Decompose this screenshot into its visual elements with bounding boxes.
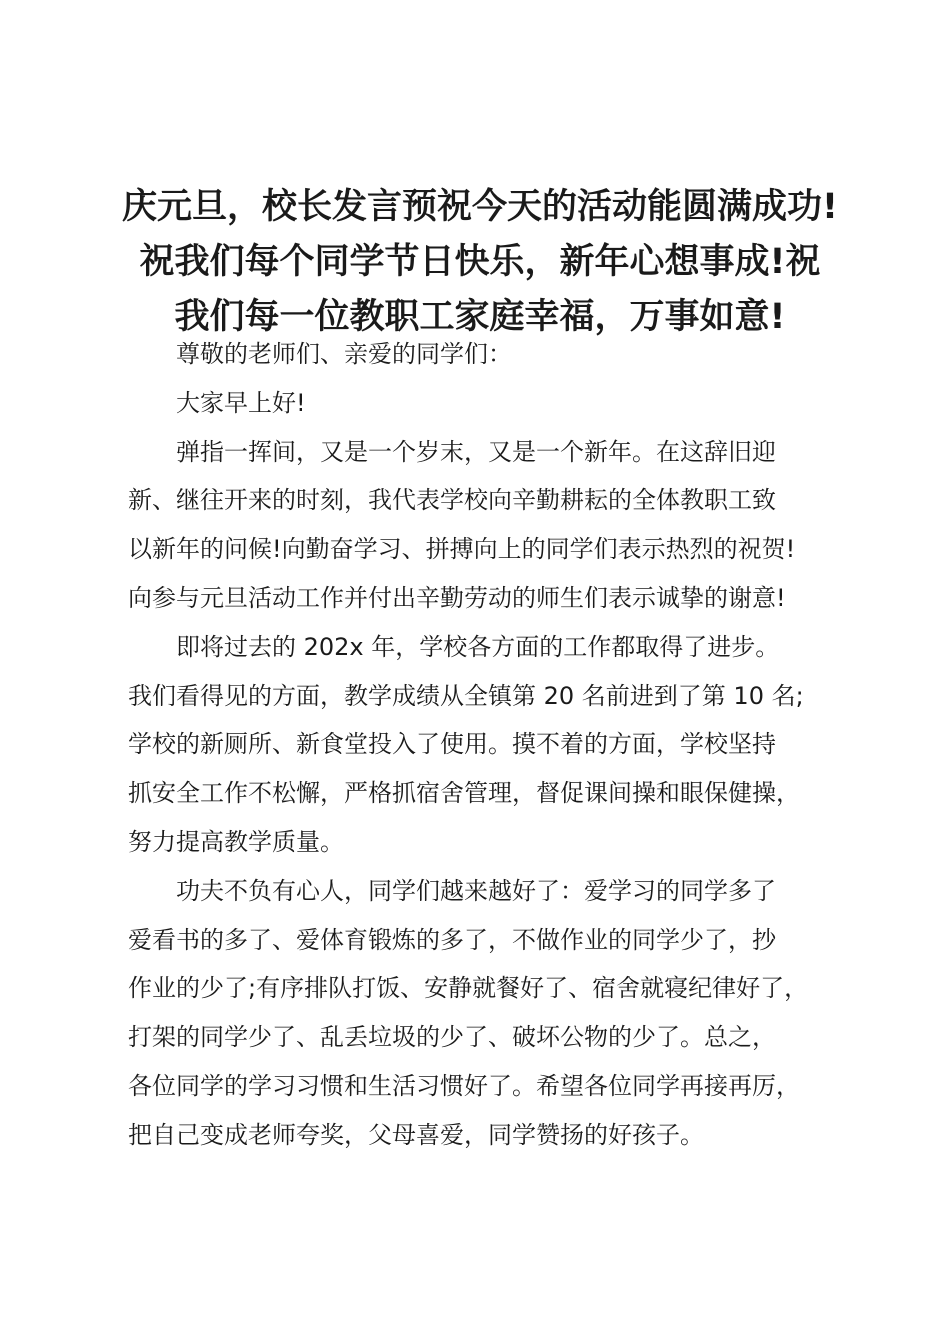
paragraph-line: 功夫不负有心人，同学们越来越好了：爱学习的同学多了 xyxy=(176,876,776,905)
document-body xyxy=(128,330,858,1160)
paragraph-line: 各位同学的学习习惯和生活习惯好了。希望各位同学再接再厉， xyxy=(128,1071,800,1100)
body-paragraph-2 xyxy=(128,623,858,867)
paragraph-line: 我们看得见的方面，教学成绩从全镇第 20 名前进到了第 10 名; xyxy=(128,681,804,710)
paragraph-line: 新、继往开来的时刻，我代表学校向辛勤耕耘的全体教职工致 xyxy=(128,486,776,515)
paragraph-line: 作业的少了;有序排队打饭、安静就餐好了、宿舍就寝纪律好了， xyxy=(128,974,809,1003)
paragraph-line: 向参与元旦活动工作并付出辛勤劳动的师生们表示诚挚的谢意! xyxy=(128,583,786,612)
document-title xyxy=(110,180,850,345)
paragraph-line: 学校的新厕所、新食堂投入了使用。摸不着的方面，学校坚持 xyxy=(128,730,776,759)
paragraph-line: 即将过去的 202x 年，学校各方面的工作都取得了进步。 xyxy=(176,632,780,661)
title-line-3: 我们每一位教职工家庭幸福，万事如意! xyxy=(174,297,786,337)
salutation-paragraph xyxy=(128,330,858,379)
paragraph-line: 努力提高教学质量。 xyxy=(128,827,344,856)
paragraph-line: 抓安全工作不松懈，严格抓宿舍管理，督促课间操和眼保健操， xyxy=(128,779,800,808)
paragraph-line: 打架的同学少了、乱丢垃圾的少了、破坏公物的少了。总之， xyxy=(128,1023,776,1052)
greeting-paragraph xyxy=(128,379,858,428)
paragraph-line: 爱看书的多了、爱体育锻炼的多了，不做作业的同学少了，抄 xyxy=(128,925,776,954)
paragraph-line: 以新年的问候!向勤奋学习、拼搏向上的同学们表示热烈的祝贺! xyxy=(128,535,796,564)
title-line-2: 祝我们每个同学节日快乐，新年心想事成!祝 xyxy=(139,242,821,282)
body-paragraph-3 xyxy=(128,867,858,1160)
salutation-line: 尊敬的老师们、亲爱的同学们： xyxy=(176,340,512,368)
title-line-1: 庆元旦，校长发言预祝今天的活动能圆满成功! xyxy=(122,187,838,227)
greeting-line: 大家早上好! xyxy=(176,388,306,417)
paragraph-line: 弹指一挥间，又是一个岁末，又是一个新年。在这辞旧迎 xyxy=(176,437,776,466)
body-paragraph-1 xyxy=(128,428,858,623)
paragraph-line: 把自己变成老师夸奖，父母喜爱，同学赞扬的好孩子。 xyxy=(128,1120,704,1149)
